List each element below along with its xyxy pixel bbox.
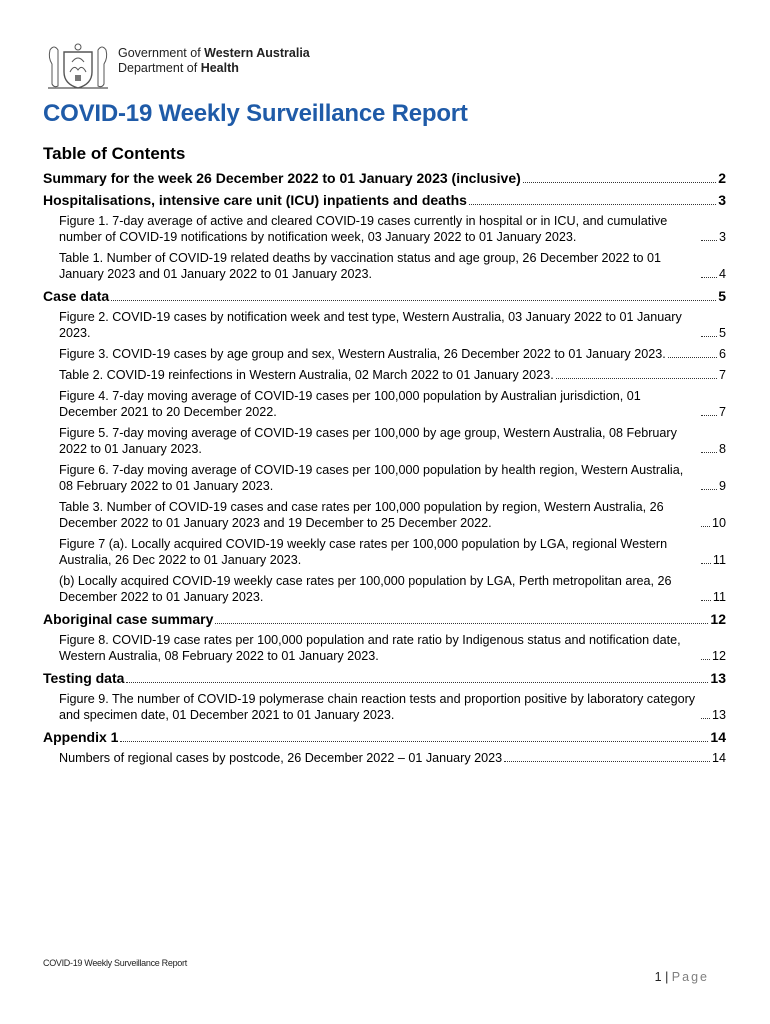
header <box>44 42 344 92</box>
toc-entry-text: Summary for the week 26 December 2022 to 01 January 2023 (inclusive) <box>43 170 521 186</box>
toc-entry-page: 11 <box>712 590 726 604</box>
toc-entry-table-3[interactable] <box>43 499 726 531</box>
toc-entry-table-2[interactable] <box>43 367 726 383</box>
toc-entry-text: Aboriginal case summary <box>43 611 214 627</box>
dot-leader <box>215 623 708 624</box>
footer-page-number <box>655 970 709 984</box>
toc-entry-page: 3 <box>718 192 726 208</box>
toc-entry-text: Appendix 1 <box>43 729 119 745</box>
page-separator: | <box>661 970 672 984</box>
toc-entry-figure-7a[interactable] <box>43 536 726 568</box>
toc-entry-figure-3[interactable] <box>43 346 726 362</box>
dot-leader <box>701 718 710 719</box>
org-line1-bold: Western Australia <box>204 46 310 60</box>
dot-leader <box>111 300 716 301</box>
page-word: Page <box>671 970 709 984</box>
dot-leader <box>701 526 710 527</box>
toc-entry-text: Testing data <box>43 670 125 686</box>
toc-entry-page: 13 <box>711 708 726 722</box>
dot-leader <box>126 682 708 683</box>
toc-entry-page: 13 <box>710 670 726 686</box>
toc-entry-summary[interactable] <box>43 169 726 187</box>
toc-entry-page: 7 <box>718 368 726 382</box>
toc-entry-page: 5 <box>718 288 726 304</box>
dot-leader <box>523 182 716 183</box>
toc-entry-page: 14 <box>711 751 726 765</box>
toc-entry-page: 5 <box>718 326 726 340</box>
toc-entry-hospitalisations[interactable] <box>43 191 726 209</box>
dot-leader <box>701 415 717 416</box>
toc-entry-text: (b) Locally acquired COVID-19 weekly case rates per 100,000 population by LGA, Perth metropolitan area, 26 December 2022 to 01 January 2023. <box>59 574 672 604</box>
toc-entry-page: 9 <box>718 479 726 493</box>
toc-entry-figure-4[interactable] <box>43 388 726 420</box>
toc-entry-text: Hospitalisations, intensive care unit (ICU) inpatients and deaths <box>43 192 467 208</box>
toc-heading: Table of Contents <box>43 144 186 163</box>
coat-of-arms-icon <box>44 42 112 92</box>
toc-entry-figure-8[interactable] <box>43 632 726 664</box>
toc-entry-page: 12 <box>710 611 726 627</box>
toc-entry-figure-7b[interactable] <box>43 573 726 605</box>
dot-leader <box>469 204 716 205</box>
toc-entry-page: 4 <box>718 267 726 281</box>
dot-leader <box>504 761 710 762</box>
toc-entry-text: Table 2. COVID-19 reinfections in Western Australia, 02 March 2022 to 01 January 2023. <box>59 368 554 382</box>
dot-leader <box>701 489 717 490</box>
toc-entry-figure-5[interactable] <box>43 425 726 457</box>
toc-entry-page: 10 <box>711 516 726 530</box>
toc-entry-appendix-1[interactable] <box>43 728 726 746</box>
toc-entry-text: Figure 3. COVID-19 cases by age group and sex, Western Australia, 26 December 2022 to 01 January 2023. <box>59 347 666 361</box>
footer-report-name: COVID-19 Weekly Surveillance Report <box>43 958 187 968</box>
dot-leader <box>701 452 717 453</box>
toc-entry-text: Numbers of regional cases by postcode, 26 December 2022 – 01 January 2023 <box>59 751 503 765</box>
org-line2-bold: Health <box>200 61 239 75</box>
dot-leader <box>701 659 710 660</box>
toc-entry-text: Figure 5. 7-day moving average of COVID-19 cases per 100,000 by age group, Western Australia, 08 February 2022 to 01 January 2023. <box>59 426 677 456</box>
toc-entry-figure-2[interactable] <box>43 309 726 341</box>
toc-entry-figure-9[interactable] <box>43 691 726 723</box>
page-number: 1 <box>654 970 662 984</box>
toc-entry-case-data[interactable] <box>43 287 726 305</box>
dot-leader <box>701 336 717 337</box>
toc-entry-text: Table 3. Number of COVID-19 cases and case rates per 100,000 population by region, Western Australia, 26 December 2022 to 01 January 2023 and 19 December to 25 December 2022. <box>59 500 664 530</box>
report-title: COVID-19 Weekly Surveillance Report <box>43 100 468 127</box>
toc-entry-page: 2 <box>718 170 726 186</box>
toc-entry-figure-1[interactable] <box>43 213 726 245</box>
toc-entry-figure-6[interactable] <box>43 462 726 494</box>
toc-entry-page: 6 <box>718 347 726 361</box>
toc-entry-page: 11 <box>712 553 726 567</box>
toc-entry-text: Figure 7 (a). Locally acquired COVID-19 weekly case rates per 100,000 population by LGA, regional Western Australia, 26 Dec 2022 to 01 January 2023. <box>59 537 668 567</box>
dot-leader <box>120 741 708 742</box>
toc-entry-text: Figure 6. 7-day moving average of COVID-19 cases per 100,000 population by health region, Western Australia, 08 February 2022 to 01 January 2023. <box>59 463 684 493</box>
dot-leader <box>556 378 717 379</box>
toc-entry-regional-cases-by-postcode[interactable] <box>43 750 726 766</box>
toc-entry-page: 8 <box>718 442 726 456</box>
toc-entry-text: Figure 8. COVID-19 case rates per 100,000 population and rate ratio by Indigenous status and notification date, Western Australia, 08 February 2022 to 01 January 2023. <box>59 633 681 663</box>
dot-leader <box>701 277 717 278</box>
toc-entry-text: Figure 2. COVID-19 cases by notification week and test type, Western Australia, 03 January 2022 to 01 January 2023. <box>59 310 682 340</box>
dot-leader <box>701 240 717 241</box>
toc-entry-page: 14 <box>710 729 726 745</box>
toc-entry-testing-data[interactable] <box>43 669 726 687</box>
dot-leader <box>668 357 717 358</box>
org-line1-prefix: Government of <box>118 46 205 60</box>
dot-leader <box>701 600 711 601</box>
dot-leader <box>701 563 711 564</box>
toc-entry-text: Figure 9. The number of COVID-19 polymerase chain reaction tests and proportion positive by laboratory category and specimen date, 01 December 2021 to 01 January 2023. <box>59 692 696 722</box>
toc-entry-page: 7 <box>718 405 726 419</box>
toc-entry-table-1[interactable] <box>43 250 726 282</box>
toc-entry-aboriginal-case-summary[interactable] <box>43 610 726 628</box>
organisation-name <box>118 46 310 76</box>
toc-entry-text: Figure 4. 7-day moving average of COVID-19 cases per 100,000 population by Australian jurisdiction, 01 December 2021 to 20 December 2022. <box>59 389 641 419</box>
table-of-contents <box>43 165 726 771</box>
toc-entry-text: Case data <box>43 288 110 304</box>
toc-entry-text: Figure 1. 7-day average of active and cleared COVID-19 cases currently in hospital or in ICU, and cumulative number of COVID-19 notifications by notification week, 03 January 2022 to 01 January 2023. <box>59 214 668 244</box>
toc-entry-page: 3 <box>718 230 726 244</box>
toc-entry-page: 12 <box>711 649 726 663</box>
org-line2-prefix: Department of <box>118 61 201 75</box>
toc-entry-text: Table 1. Number of COVID-19 related deaths by vaccination status and age group, 26 December 2022 to 01 January 2023 and 01 January 2022 to 01 January 2023. <box>59 251 662 281</box>
